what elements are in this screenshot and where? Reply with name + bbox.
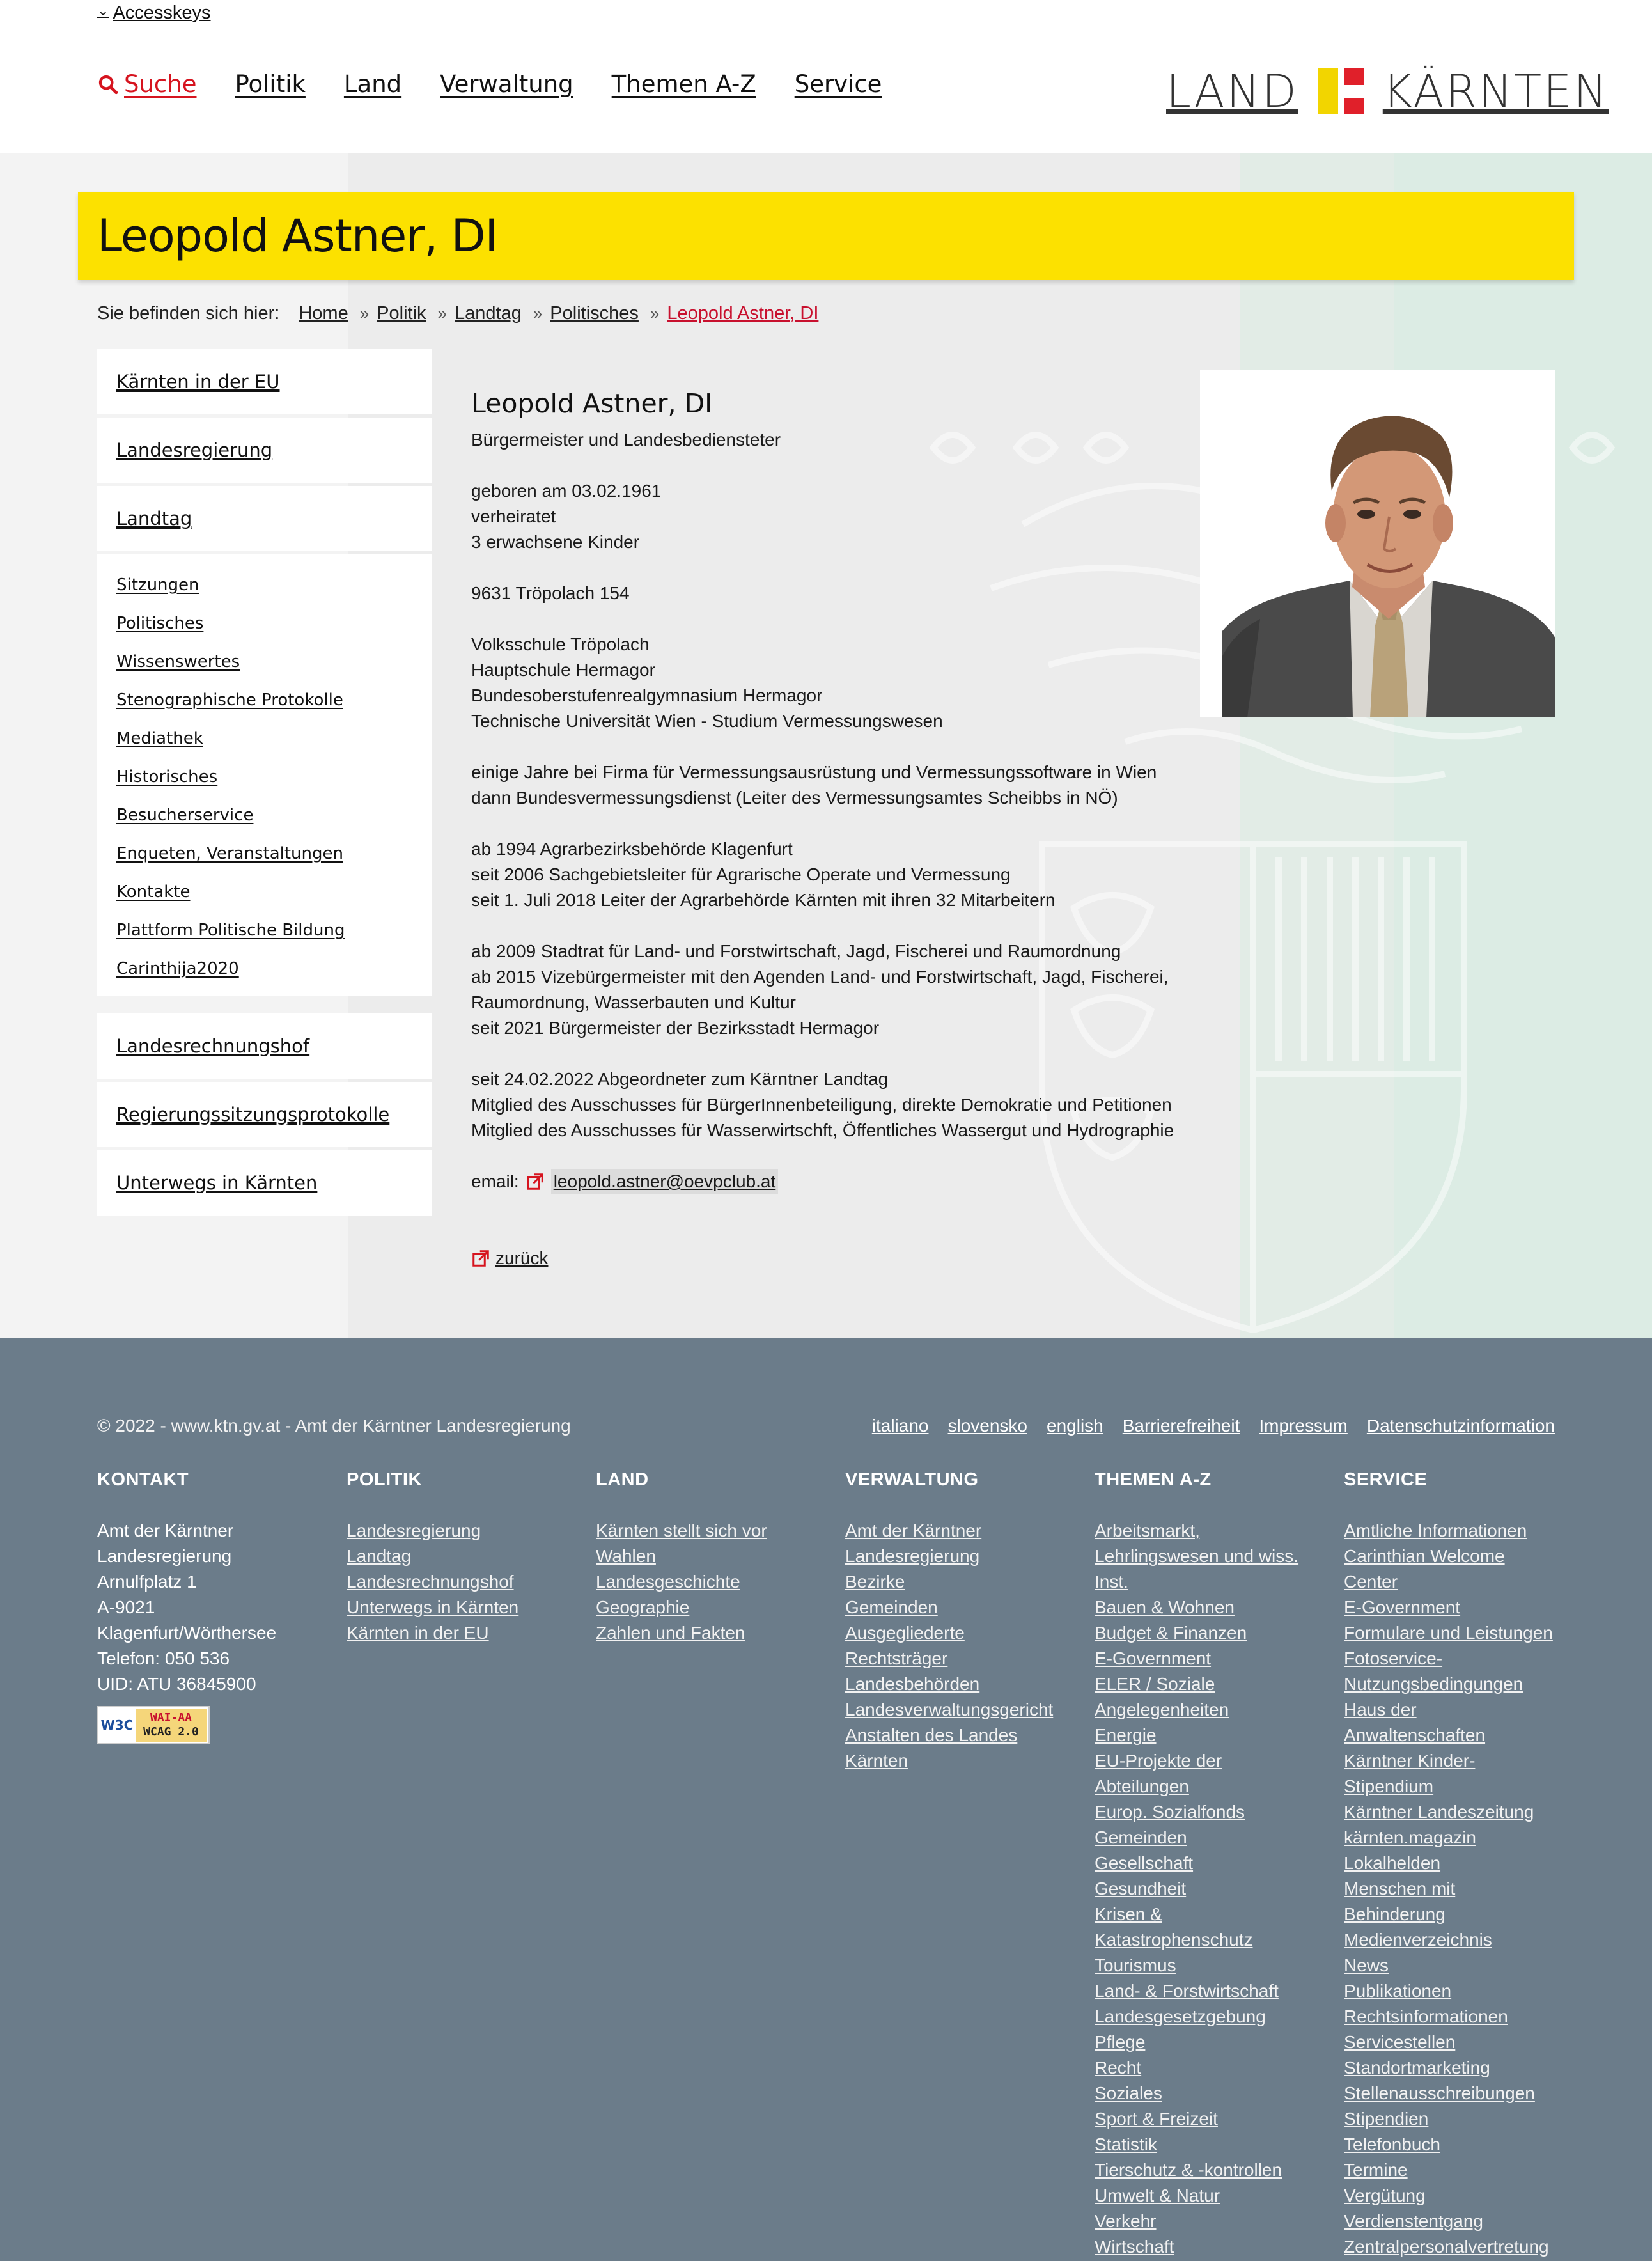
footer-link-land[interactable]: Zahlen und Fakten	[596, 1623, 745, 1643]
profile-line: seit 1. Juli 2018 Leiter der Agrarbehörde Kärnten mit ihren 32 Mitarbeitern	[471, 890, 1056, 910]
footer-link-themen[interactable]: E-Government	[1095, 1648, 1212, 1668]
breadcrumb-home[interactable]: Home	[299, 302, 348, 324]
footer-col-service	[1344, 1467, 1580, 2260]
profile-line: ab 1994 Agrarbezirksbehörde Klagenfurt	[471, 839, 793, 859]
footer-link-service[interactable]: Anwaltenschaften	[1344, 1725, 1486, 1745]
footer-link-service[interactable]: Servicestellen	[1344, 2032, 1456, 2052]
email-row	[471, 1169, 1200, 1194]
footer-link-service[interactable]: Center	[1344, 1572, 1398, 1592]
footer-link-themen[interactable]: Soziales	[1095, 2083, 1162, 2103]
footer-heading-service: SERVICE	[1344, 1469, 1428, 1490]
page-title-bar	[78, 192, 1574, 280]
breadcrumb-current[interactable]: Leopold Astner, DI	[667, 302, 819, 324]
footer-copyright: © 2022 - www.ktn.gv.at - Amt der Kärntner Landesregierung	[97, 1416, 571, 1436]
profile-career-early	[471, 760, 1200, 811]
sidebar-item-label: Landtag	[116, 508, 192, 529]
footer-link-verwaltung[interactable]: Ausgegliederte	[845, 1623, 965, 1643]
footer-link-service[interactable]: Carinthian Welcome	[1344, 1546, 1505, 1566]
footer-link-service[interactable]: Formulare und Leistungen	[1344, 1623, 1553, 1643]
logo-text-kaernten: KÄRNTEN	[1382, 65, 1609, 118]
footer-link-themen[interactable]: Europ. Sozialfonds	[1095, 1802, 1245, 1822]
profile-line: dann Bundesvermessungsdienst (Leiter des Vermessungsamtes Scheibbs in NÖ)	[471, 788, 1118, 808]
profile-line: seit 2006 Sachgebietsleiter für Agrarische Operate und Vermessung	[471, 864, 1011, 884]
footer-kontakt-line: Arnulfplatz 1	[97, 1572, 197, 1592]
profile-line: 3 erwachsene Kinder	[471, 532, 640, 552]
footer-link-service[interactable]: E-Government	[1344, 1597, 1461, 1617]
profile-role-block	[471, 427, 1200, 453]
sidebar-item-unterwegs-in-kaernten[interactable]	[97, 1150, 432, 1216]
wcag-version: WCAG 2.0	[143, 1725, 199, 1739]
breadcrumb-landtag[interactable]: Landtag	[455, 302, 522, 324]
footer-kontakt-line: Klagenfurt/Wörthersee	[97, 1623, 277, 1643]
breadcrumb-politik[interactable]: Politik	[377, 302, 426, 324]
footer-link-politik[interactable]: Landesrechnungshof	[347, 1572, 514, 1592]
footer-link-politik[interactable]: Kärnten in der EU	[347, 1623, 489, 1643]
breadcrumb-separator-icon: »	[533, 303, 543, 323]
footer-link-service[interactable]: Fotoservice-	[1344, 1648, 1443, 1668]
footer-link-service[interactable]: Publikationen	[1344, 1981, 1452, 2001]
profile-line: ab 2009 Stadtrat für Land- und Forstwirtschaft, Jagd, Fischerei und Raumordnung	[471, 941, 1121, 961]
profile-line: verheiratet	[471, 506, 556, 526]
sidebar-subitem-mediathek[interactable]: Mediathek	[116, 729, 203, 748]
footer-link-verwaltung[interactable]: Bezirke	[845, 1572, 905, 1592]
footer-link-verwaltung[interactable]: Anstalten des Landes	[845, 1725, 1018, 1745]
sidebar-item-label: Unterwegs in Kärnten	[116, 1172, 318, 1194]
wcag-badge[interactable]	[97, 1706, 210, 1744]
profile-personal	[471, 478, 1200, 555]
footer-link-themen[interactable]: Pflege	[1095, 2032, 1146, 2052]
portrait-image	[1222, 389, 1555, 717]
profile-line: Technische Universität Wien - Studium Vermessungswesen	[471, 711, 943, 731]
sidebar-subitem-enqueten[interactable]: Enqueten, Veranstaltungen	[116, 844, 343, 863]
profile-line: einige Jahre bei Firma für Vermessungsausrüstung und Vermessungssoftware in Wien	[471, 762, 1157, 782]
footer-col-verwaltung	[845, 1467, 1082, 1774]
footer-kontakt-line: UID: ATU 36845900	[97, 1674, 256, 1694]
footer-link-italiano[interactable]: italiano	[871, 1416, 929, 1436]
sidebar-subitem-carinthija2020[interactable]: Carinthija2020	[116, 959, 239, 978]
footer-link-service[interactable]: Lokalhelden	[1344, 1853, 1441, 1873]
footer-link-themen[interactable]: Lehrlingswesen und wiss.	[1095, 1546, 1299, 1566]
footer-link-service[interactable]: News	[1344, 1955, 1389, 1975]
nav-service[interactable]: Service	[794, 70, 882, 98]
footer-links	[872, 1416, 1555, 1436]
footer-link-themen[interactable]: Statistik	[1095, 2134, 1158, 2154]
footer-link-service[interactable]: Amtliche Informationen	[1344, 1521, 1527, 1540]
breadcrumb-label: Sie befinden sich hier:	[97, 302, 280, 324]
footer-heading-themen: THEMEN A-Z	[1095, 1469, 1212, 1490]
footer-link-themen[interactable]: Gemeinden	[1095, 1827, 1187, 1847]
footer-link-service[interactable]: Kärntner Landeszeitung	[1344, 1802, 1534, 1822]
sidebar-subitem-kontakte[interactable]: Kontakte	[116, 882, 191, 902]
breadcrumb-separator-icon: »	[650, 303, 660, 323]
sidebar-item-landtag[interactable]	[97, 486, 432, 551]
logo-text-land: LAND	[1166, 65, 1298, 118]
footer-link-themen[interactable]: Tourismus	[1095, 1955, 1176, 1975]
accesskeys-label: Accesskeys	[113, 2, 211, 23]
footer-col-kontakt	[97, 1467, 334, 1744]
footer-kontakt-line: Amt der Kärntner	[97, 1521, 234, 1540]
footer-link-themen[interactable]: Angelegenheiten	[1095, 1700, 1229, 1719]
sidebar-item-landesregierung[interactable]	[97, 418, 432, 483]
footer-col-politik	[347, 1467, 583, 1646]
accesskeys-link[interactable]	[97, 0, 211, 26]
footer-link-themen[interactable]: Gesellschaft	[1095, 1853, 1194, 1873]
footer-link-land[interactable]: Kärnten stellt sich vor	[596, 1521, 767, 1540]
footer-link-service[interactable]: Standortmarketing	[1344, 2058, 1490, 2077]
footer-link-service[interactable]: Behinderung	[1344, 1904, 1446, 1924]
footer-link-themen[interactable]: Abteilungen	[1095, 1776, 1189, 1796]
sidebar-item-label: Landesregierung	[116, 439, 273, 461]
footer-link-themen[interactable]: ELER / Soziale	[1095, 1674, 1215, 1694]
email-label: email:	[471, 1171, 519, 1191]
footer-link-themen[interactable]: Umwelt & Natur	[1095, 2186, 1220, 2205]
sidebar	[97, 349, 432, 1219]
profile-line: Mitglied des Ausschusses für Wasserwirtschft, Öffentliches Wassergut und Hydrographie	[471, 1120, 1174, 1140]
footer-link-themen[interactable]: Land- & Forstwirtschaft	[1095, 1981, 1279, 2001]
footer-link-themen[interactable]: Verkehr	[1095, 2211, 1157, 2231]
wai-level: WAI-AA	[150, 1711, 192, 1725]
footer-link-themen[interactable]: Energie	[1095, 1725, 1157, 1745]
footer-link-service[interactable]: Termine	[1344, 2160, 1408, 2180]
profile-line: seit 24.02.2022 Abgeordneter zum Kärntner Landtag	[471, 1069, 889, 1089]
sidebar-item-label: Regierungssitzungsprotokolle	[116, 1104, 390, 1125]
footer-kontakt-line: Telefon: 050 536	[97, 1648, 230, 1668]
footer-link-service[interactable]: Stipendien	[1344, 2109, 1429, 2129]
profile-line: 9631 Tröpolach 154	[471, 583, 630, 603]
footer-link-verwaltung[interactable]: Amt der Kärntner	[845, 1521, 982, 1540]
footer-link-themen[interactable]: Krisen &	[1095, 1904, 1162, 1924]
footer-link-service[interactable]: Zentralpersonalvertretung	[1344, 2237, 1549, 2257]
footer-kontakt-line: Landesregierung	[97, 1546, 232, 1566]
footer-link-land[interactable]: Wahlen	[596, 1546, 656, 1566]
breadcrumb	[97, 301, 818, 326]
profile-line: Raumordnung, Wasserbauten und Kultur	[471, 992, 796, 1012]
page-title: Leopold Astner, DI	[97, 210, 498, 262]
profile-name: Leopold Astner, DI	[471, 388, 713, 419]
external-link-icon	[471, 1249, 490, 1268]
search-icon	[97, 74, 119, 95]
footer-link-themen[interactable]: Wirtschaft	[1095, 2237, 1174, 2257]
footer-link-service[interactable]: Kärntner Kinder-	[1344, 1751, 1476, 1771]
profile-address	[471, 581, 1200, 606]
sidebar-subitem-stenographische-protokolle[interactable]: Stenographische Protokolle	[116, 691, 343, 710]
footer-link-slovensko[interactable]: slovensko	[947, 1416, 1027, 1436]
sidebar-subitem-besucherservice[interactable]: Besucherservice	[116, 806, 254, 825]
profile-role: Bürgermeister und Landesbediensteter	[471, 430, 781, 450]
footer-link-service[interactable]: Vergütung	[1344, 2186, 1426, 2205]
back-row	[471, 1246, 1200, 1271]
footer-link-politik[interactable]: Landtag	[347, 1546, 412, 1566]
profile-line: Hauptschule Hermagor	[471, 660, 655, 680]
profile-education	[471, 632, 1200, 734]
footer-link-verwaltung[interactable]: Landesbehörden	[845, 1674, 980, 1694]
footer-kontakt-line: A-9021	[97, 1597, 155, 1617]
footer-link-impressum[interactable]: Impressum	[1259, 1416, 1348, 1436]
breadcrumb-separator-icon: »	[359, 303, 370, 323]
footer-link-service[interactable]: Telefonbuch	[1344, 2134, 1441, 2154]
footer-link-service[interactable]: kärnten.magazin	[1344, 1827, 1477, 1847]
profile-line: seit 2021 Bürgermeister der Bezirksstadt Hermagor	[471, 1018, 880, 1038]
footer-link-service[interactable]: Stipendium	[1344, 1776, 1434, 1796]
portrait-photo	[1200, 370, 1555, 717]
footer-link-themen[interactable]: Katastrophenschutz	[1095, 1930, 1253, 1950]
footer-heading-kontakt: KONTAKT	[97, 1469, 189, 1490]
sidebar-subnav	[97, 554, 432, 996]
footer-link-politik[interactable]: Unterwegs in Kärnten	[347, 1597, 519, 1617]
sidebar-item-label: Kärnten in der EU	[116, 371, 280, 393]
footer-link-datenschutz[interactable]: Datenschutzinformation	[1366, 1416, 1555, 1436]
footer-link-themen[interactable]: Gesundheit	[1095, 1879, 1187, 1898]
profile-landtag	[471, 1067, 1200, 1143]
sidebar-item-label: Landesrechnungshof	[116, 1035, 310, 1057]
footer-link-service[interactable]: Menschen mit	[1344, 1879, 1456, 1898]
footer-link-service[interactable]: Stellenausschreibungen	[1344, 2083, 1535, 2103]
footer-heading-land: LAND	[596, 1469, 649, 1490]
footer-link-service[interactable]: Verdienstentgang	[1344, 2211, 1483, 2231]
profile-career-agrar	[471, 836, 1200, 913]
footer-link-verwaltung[interactable]: Landesverwaltungsgericht	[845, 1700, 1054, 1719]
footer-link-service[interactable]: Rechtsinformationen	[1344, 2007, 1508, 2026]
footer	[0, 1338, 1652, 2261]
footer-link-verwaltung[interactable]: Landesregierung	[845, 1546, 980, 1566]
footer-col-themen	[1095, 1467, 1331, 2260]
nav-search[interactable]	[97, 70, 197, 98]
profile-line: geboren am 03.02.1961	[471, 481, 662, 501]
profile-line: ab 2015 Vizebürgermeister mit den Agenden Land- und Forstwirtschaft, Jagd, Fischerei,	[471, 967, 1169, 987]
nav-search-label: Suche	[124, 70, 197, 98]
profile-line: Mitglied des Ausschusses für BürgerInnenbeteiligung, direkte Demokratie und Petitionen	[471, 1095, 1172, 1115]
w3c-logo: W3C	[100, 1717, 134, 1733]
footer-link-politik[interactable]: Landesregierung	[347, 1521, 481, 1540]
footer-link-english[interactable]: english	[1047, 1416, 1103, 1436]
sidebar-item-regierungssitzungsprotokolle[interactable]	[97, 1082, 432, 1147]
breadcrumb-politisches[interactable]: Politisches	[550, 302, 639, 324]
external-link-icon	[526, 1172, 545, 1191]
logo-mark-icon	[1318, 68, 1364, 114]
footer-link-service[interactable]: Nutzungsbedingungen	[1344, 1674, 1523, 1694]
profile-line: Bundesoberstufenrealgymnasium Hermagor	[471, 685, 823, 705]
footer-link-themen[interactable]: Landesgesetzgebung	[1095, 2007, 1266, 2026]
footer-link-themen[interactable]: Bauen & Wohnen	[1095, 1597, 1235, 1617]
sidebar-subitem-sitzungen[interactable]: Sitzungen	[116, 575, 199, 595]
back-link[interactable]: zurück	[495, 1248, 549, 1268]
sidebar-subitem-wissenswertes[interactable]: Wissenswertes	[116, 652, 240, 671]
wai-aa-label	[136, 1709, 207, 1742]
footer-link-service[interactable]: Medienverzeichnis	[1344, 1930, 1492, 1950]
footer-col-land	[596, 1467, 832, 1646]
footer-link-themen[interactable]: EU-Projekte der	[1095, 1751, 1222, 1771]
footer-link-verwaltung[interactable]: Rechtsträger	[845, 1648, 948, 1668]
nav-land[interactable]: Land	[343, 70, 402, 98]
main-navigation	[97, 70, 882, 98]
footer-link-verwaltung[interactable]: Gemeinden	[845, 1597, 938, 1617]
land-kaernten-logo[interactable]	[1166, 66, 1609, 116]
footer-heading-verwaltung: VERWALTUNG	[845, 1469, 979, 1490]
footer-link-themen[interactable]: Arbeitsmarkt,	[1095, 1521, 1200, 1540]
chevron-down-icon: ⌄	[97, 3, 109, 19]
sidebar-item-landesrechnungshof[interactable]	[97, 1013, 432, 1079]
footer-link-themen[interactable]: Tierschutz & -kontrollen	[1095, 2160, 1282, 2180]
footer-link-land[interactable]: Landesgeschichte	[596, 1572, 740, 1592]
nav-verwaltung[interactable]: Verwaltung	[440, 70, 573, 98]
breadcrumb-separator-icon: »	[437, 303, 447, 323]
footer-link-themen[interactable]: Sport & Freizeit	[1095, 2109, 1218, 2129]
footer-link-themen[interactable]: Budget & Finanzen	[1095, 1623, 1247, 1643]
footer-link-land[interactable]: Geographie	[596, 1597, 690, 1617]
footer-link-service[interactable]: Haus der	[1344, 1700, 1417, 1719]
sidebar-item-kaernten-in-der-eu[interactable]	[97, 349, 432, 414]
footer-link-barrierefreiheit[interactable]: Barrierefreiheit	[1122, 1416, 1240, 1436]
sidebar-subitem-plattform-politische-bildung[interactable]: Plattform Politische Bildung	[116, 921, 345, 940]
profile-line: Volksschule Tröpolach	[471, 634, 650, 654]
footer-heading-politik: POLITIK	[347, 1469, 422, 1490]
footer-link-themen[interactable]: Inst.	[1095, 1572, 1128, 1592]
sidebar-subitem-politisches[interactable]: Politisches	[116, 614, 204, 633]
sidebar-subitem-historisches[interactable]: Historisches	[116, 767, 218, 786]
nav-themen-a-z[interactable]: Themen A-Z	[611, 70, 756, 98]
footer-link-verwaltung[interactable]: Kärnten	[845, 1751, 908, 1771]
footer-link-themen[interactable]: Recht	[1095, 2058, 1142, 2077]
email-link[interactable]: leopold.astner@oevpclub.at	[551, 1169, 779, 1194]
nav-politik[interactable]: Politik	[235, 70, 306, 98]
profile-content	[471, 387, 1200, 1271]
profile-career-politics	[471, 939, 1200, 1041]
